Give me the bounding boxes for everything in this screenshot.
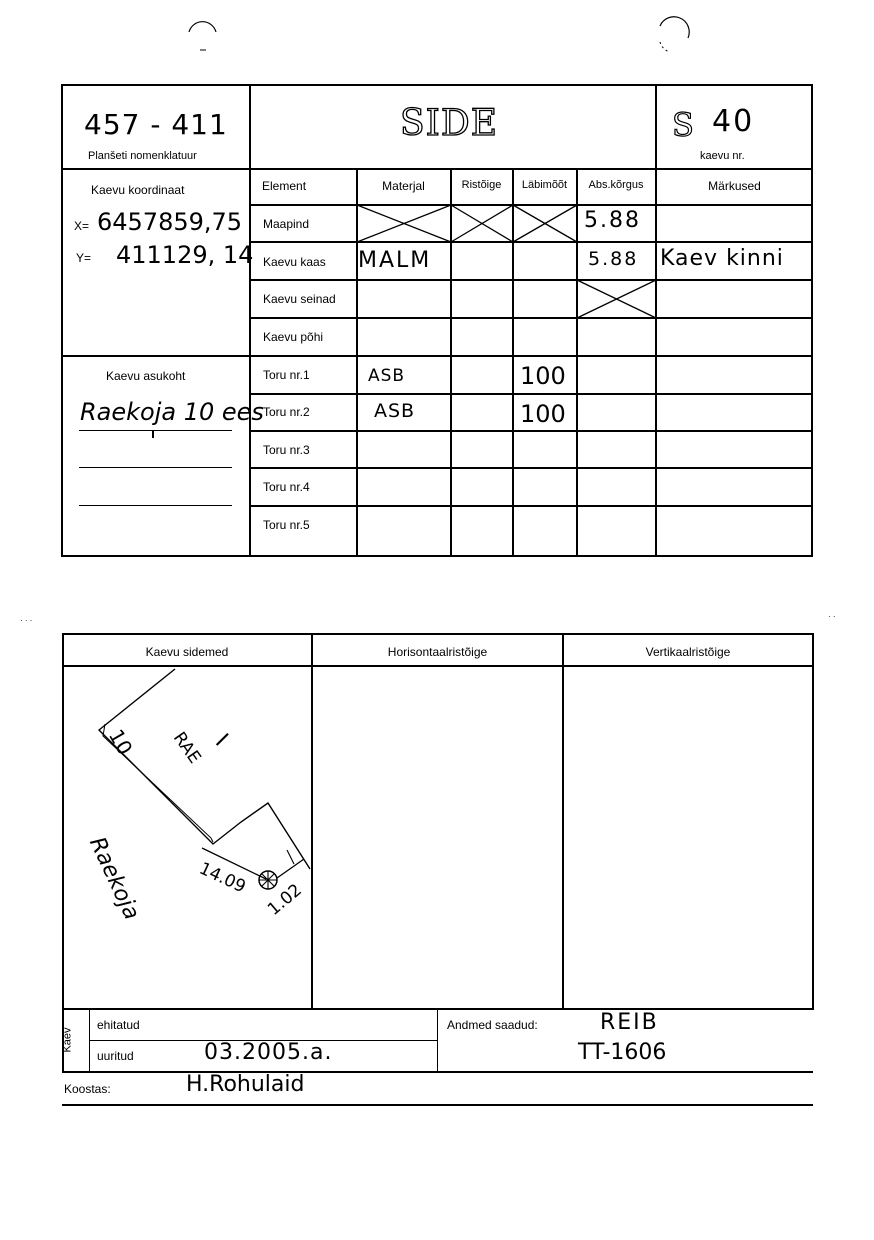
location-value: Raekoja 10 ees: [80, 398, 264, 426]
row-label-toru-5: Toru nr.5: [263, 518, 310, 532]
sketch-distance-2: 1.02: [264, 880, 306, 920]
toru2-materjal-value: ASB: [374, 400, 416, 422]
col-header-abs-korgus: Abs.kõrgus: [588, 179, 644, 191]
row-label-kaevu-pohi: Kaevu põhi: [263, 330, 324, 344]
punch-hole-right-icon: [654, 18, 694, 58]
col-header-markused: Märkused: [708, 179, 761, 193]
well-number-label: kaevu nr.: [700, 150, 745, 162]
koostas-value: H.Rohulaid: [186, 1072, 305, 1097]
cross-out-maapind-ristoige-icon: [451, 205, 513, 242]
toru1-materjal-value: ASB: [368, 366, 406, 386]
row-label-kaevu-seinad: Kaevu seinad: [263, 292, 336, 306]
col-header-vertikaal: Vertikaalristõige: [645, 645, 731, 659]
kaev-label: Kaev: [61, 1027, 74, 1053]
y-coordinate-label: Y=: [76, 251, 92, 265]
row-label-maapind: Maapind: [263, 217, 310, 231]
koostas-label: Koostas:: [64, 1082, 111, 1096]
x-coordinate-label: X=: [74, 219, 90, 233]
sketch-label-rae: RAE: [168, 728, 205, 768]
page-title: SIDE: [400, 103, 499, 144]
sketch-label-raekoja: Raekoja: [84, 833, 145, 924]
row-label-toru-4: Toru nr.4: [263, 480, 310, 494]
cross-out-maapind-materjal-icon: [357, 205, 451, 242]
plan-number-label: Planšeti nomenklatuur: [88, 150, 197, 162]
col-header-ristoige: Ristõige: [461, 179, 502, 191]
kaas-abs-value: 5.88: [588, 248, 639, 270]
maapind-abs-value: 5.88: [584, 208, 641, 233]
cross-out-seinad-abs-icon: [577, 280, 656, 318]
col-header-labimoot: Läbimõõt: [521, 179, 568, 191]
scan-speck-right: · ·: [828, 612, 836, 621]
sketch-distance-1: 14.09: [196, 858, 249, 898]
col-header-materjal: Materjal: [382, 179, 425, 193]
andmed-saadud-label: Andmed saadud:: [447, 1018, 538, 1032]
andmed-saadud-value-1: REIB: [600, 1010, 659, 1035]
toru1-labimoot-value: 100: [520, 362, 566, 390]
y-coordinate-value: 411129, 14: [116, 241, 254, 269]
kaas-markused-value: Kaev kinni: [660, 246, 784, 271]
x-coordinate-value: 6457859,75: [97, 208, 243, 236]
coordinates-label: Kaevu koordinaat: [91, 183, 185, 197]
row-label-toru-1: Toru nr.1: [263, 368, 310, 382]
location-label: Kaevu asukoht: [106, 369, 186, 383]
toru2-labimoot-value: 100: [520, 400, 566, 428]
kaas-materjal-value: MALM: [358, 248, 432, 273]
row-label-kaevu-kaas: Kaevu kaas: [263, 255, 326, 269]
ehitatud-label: ehitatud: [97, 1018, 140, 1032]
andmed-saadud-value-2: TT-1606: [578, 1040, 667, 1065]
sketch-label-i: I: [210, 729, 233, 752]
col-header-element: Element: [262, 179, 307, 193]
scan-speck-left: · · ·: [20, 616, 33, 625]
sketch-label-10: 10: [103, 724, 138, 760]
uuritud-value: 03.2005.a.: [204, 1040, 333, 1065]
well-number-value: 40: [712, 104, 755, 139]
well-prefix: S: [672, 106, 694, 144]
punch-hole-left-icon: [186, 14, 226, 54]
row-label-toru-2: Toru nr.2: [263, 405, 310, 419]
cross-out-maapind-labimoot-icon: [513, 205, 577, 242]
col-header-kaevu-sidemed: Kaevu sidemed: [145, 645, 229, 659]
uuritud-label: uuritud: [97, 1049, 134, 1063]
col-header-horisontaal: Horisontaalristõige: [387, 645, 488, 659]
row-label-toru-3: Toru nr.3: [263, 443, 310, 457]
plan-number-value: 457 - 411: [84, 108, 228, 141]
